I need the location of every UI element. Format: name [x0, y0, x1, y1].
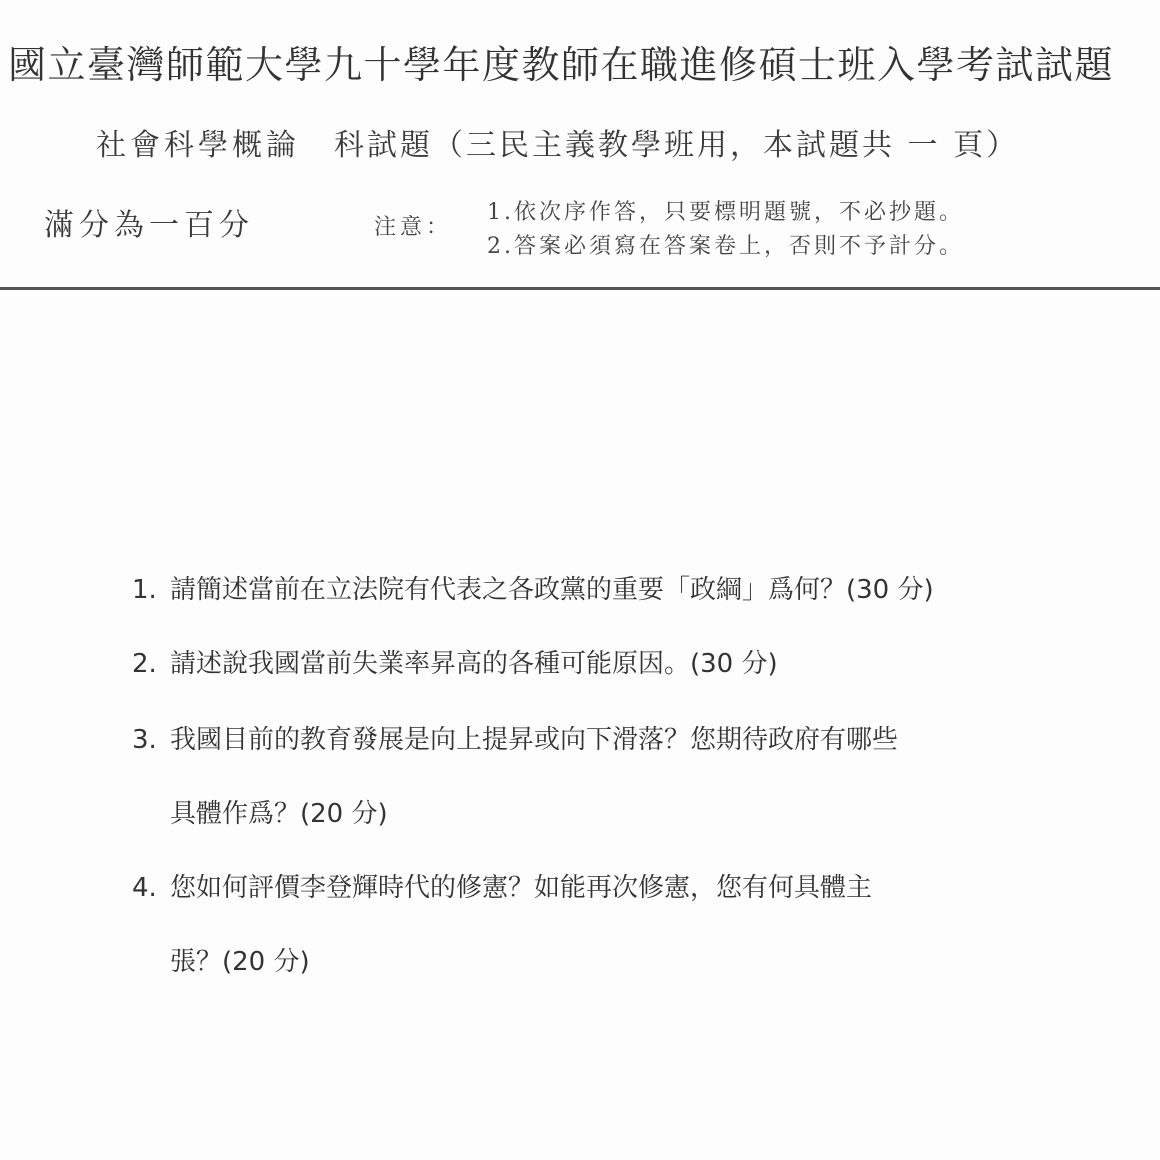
notice-item-2: 2.答案必須寫在答案卷上，否則不予計分。 — [487, 234, 964, 259]
subject-subtitle: 科試題（三民主義教學班用，本試題共 一 頁） — [334, 128, 1020, 163]
question-text: 我國目前的教育發展是向上提昇或向下滑落？您期待政府有哪些 — [170, 725, 899, 755]
question-3-continuation: 具體作爲？(20 分) — [170, 799, 388, 829]
question-number: 3. — [132, 725, 157, 755]
question-3 — [132, 720, 898, 760]
header-divider — [0, 287, 1160, 290]
question-4 — [132, 868, 872, 908]
question-2 — [132, 644, 778, 684]
notice-label: 注意： — [374, 215, 453, 240]
question-text: 請述說我國當前失業率昇高的各種可能原因。(30 分) — [170, 649, 778, 679]
question-number: 1. — [132, 575, 157, 605]
subject-name: 社會科學概論 — [96, 128, 300, 163]
question-text: 請簡述當前在立法院有代表之各政黨的重要「政綱」爲何？(30 分) — [170, 575, 934, 605]
full-score-text: 滿分為一百分 — [44, 208, 254, 243]
question-1 — [132, 570, 934, 610]
notice-item-1: 1.依次序作答，只要標明題號，不必抄題。 — [487, 200, 964, 225]
question-4-continuation: 張？(20 分) — [170, 947, 310, 977]
question-number: 2. — [132, 649, 157, 679]
question-text: 您如何評價李登輝時代的修憲？如能再次修憲，您有何具體主 — [170, 873, 873, 903]
subject-line — [96, 120, 1019, 164]
question-number: 4. — [132, 873, 157, 903]
notice-list — [487, 196, 964, 264]
exam-title: 國立臺灣師範大學九十學年度教師在職進修碩士班入學考試試題 — [8, 43, 1115, 87]
